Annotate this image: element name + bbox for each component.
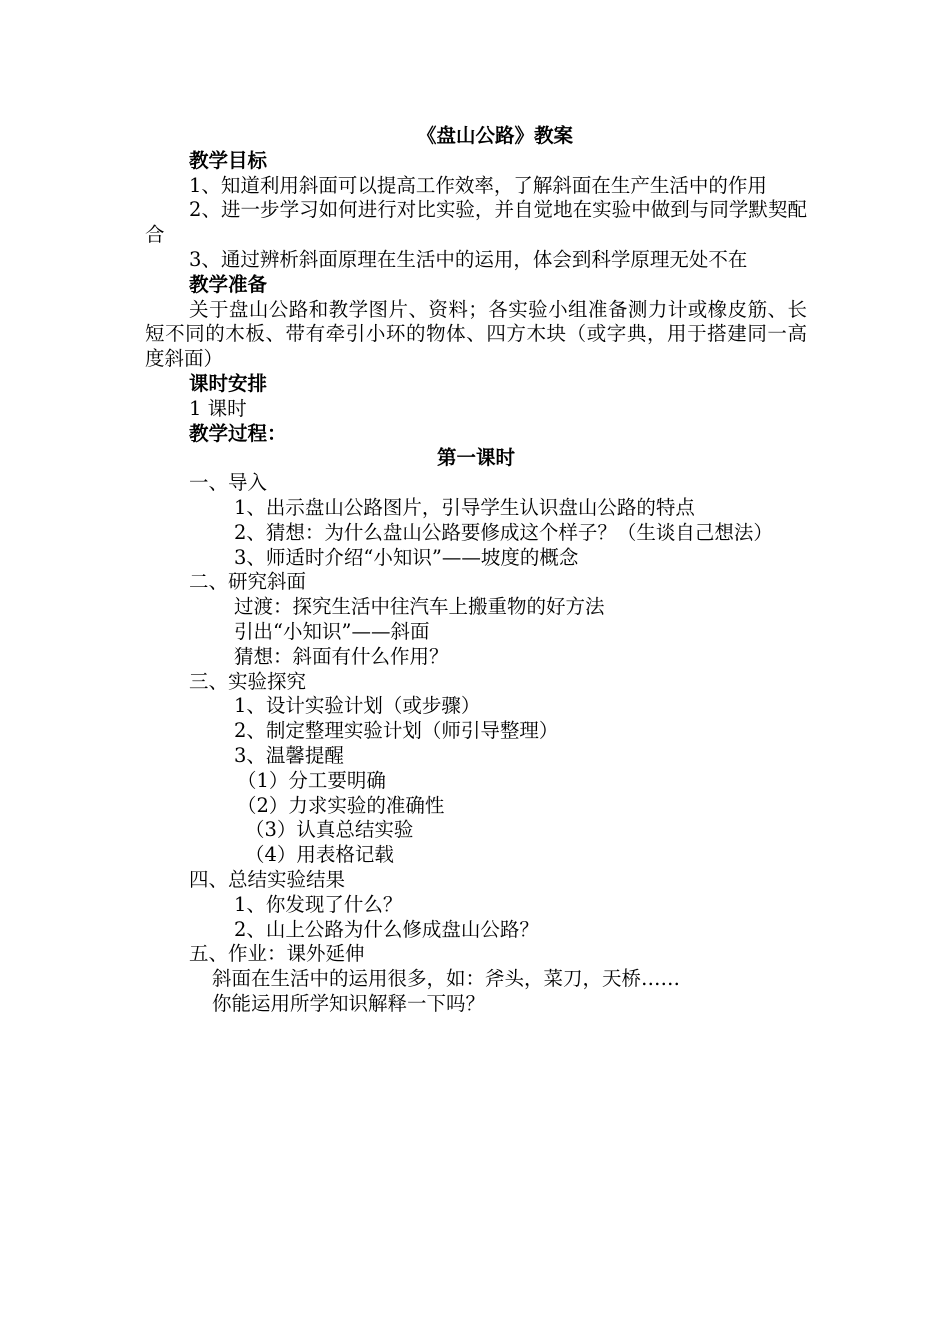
part5-heading: 五、作业：课外延伸: [189, 942, 365, 966]
goal-item-1: 1、知道利用斜面可以提高工作效率，了解斜面在生产生活中的作用: [189, 173, 767, 197]
part2-item-3: 猜想：斜面有什么作用？: [234, 644, 449, 668]
part3-heading: 三、实验探究: [189, 669, 307, 693]
part5-item-2: 你能运用所学知识解释一下吗？: [212, 991, 486, 1015]
preparation-text: 关于盘山公路和教学图片、资料；各实验小组准备测力计或橡皮筋、长短不同的木板、带有牵引小环的物体、四方木块（或字典，用于搭建同一高度斜面）: [145, 297, 807, 371]
document-content: [145, 124, 807, 1017]
lesson-title: 第一课时: [436, 446, 515, 470]
goal-item-3: 3、通过辨析斜面原理在生活中的运用，体会到科学原理无处不在: [189, 247, 748, 271]
part4-heading: 四、总结实验结果: [189, 867, 346, 891]
part1-item-3: 3、师适时介绍“小知识”——坡度的概念: [234, 545, 579, 569]
process-heading: 教学过程：: [189, 421, 287, 445]
part4-item-2: 2、山上公路为什么修成盘山公路？: [234, 917, 539, 941]
part1-item-1: 1、出示盘山公路图片，引导学生认识盘山公路的特点: [234, 495, 695, 519]
part3-tip-4: （4）用表格记载: [245, 843, 394, 867]
part1-heading: 一、导入: [189, 471, 268, 495]
part5-item-1: 斜面在生活中的运用很多，如：斧头，菜刀，天桥……: [212, 967, 681, 991]
part3-tip-3: （3）认真总结实验: [245, 818, 414, 842]
part3-tip-1: （1）分工要明确: [237, 768, 386, 792]
part2-item-2: 引出“小知识”——斜面: [234, 619, 430, 643]
part3-tip-2: （2）力求实验的准确性: [237, 793, 445, 817]
schedule-text: 1 课时: [189, 396, 247, 420]
part3-item-3: 3、温馨提醒: [234, 743, 344, 767]
goal-item-2: 2、进一步学习如何进行对比实验，并自觉地在实验中做到与同学默契配合: [145, 198, 807, 247]
preparation-heading: 教学准备: [189, 272, 268, 296]
goals-heading: 教学目标: [189, 148, 268, 172]
part3-item-1: 1、设计实验计划（或步骤）: [234, 694, 481, 718]
part2-heading: 二、研究斜面: [189, 570, 307, 594]
document-title: 《盘山公路》教案: [416, 124, 573, 147]
part4-item-1: 1、你发现了什么？: [234, 892, 403, 916]
part2-item-1: 过渡：探究生活中往汽车上搬重物的好方法: [234, 595, 605, 619]
part1-item-2: 2、猜想：为什么盘山公路要修成这个样子？（生谈自己想法）: [234, 520, 773, 544]
schedule-heading: 课时安排: [189, 371, 268, 395]
part3-item-2: 2、制定整理实验计划（师引导整理）: [234, 719, 559, 743]
